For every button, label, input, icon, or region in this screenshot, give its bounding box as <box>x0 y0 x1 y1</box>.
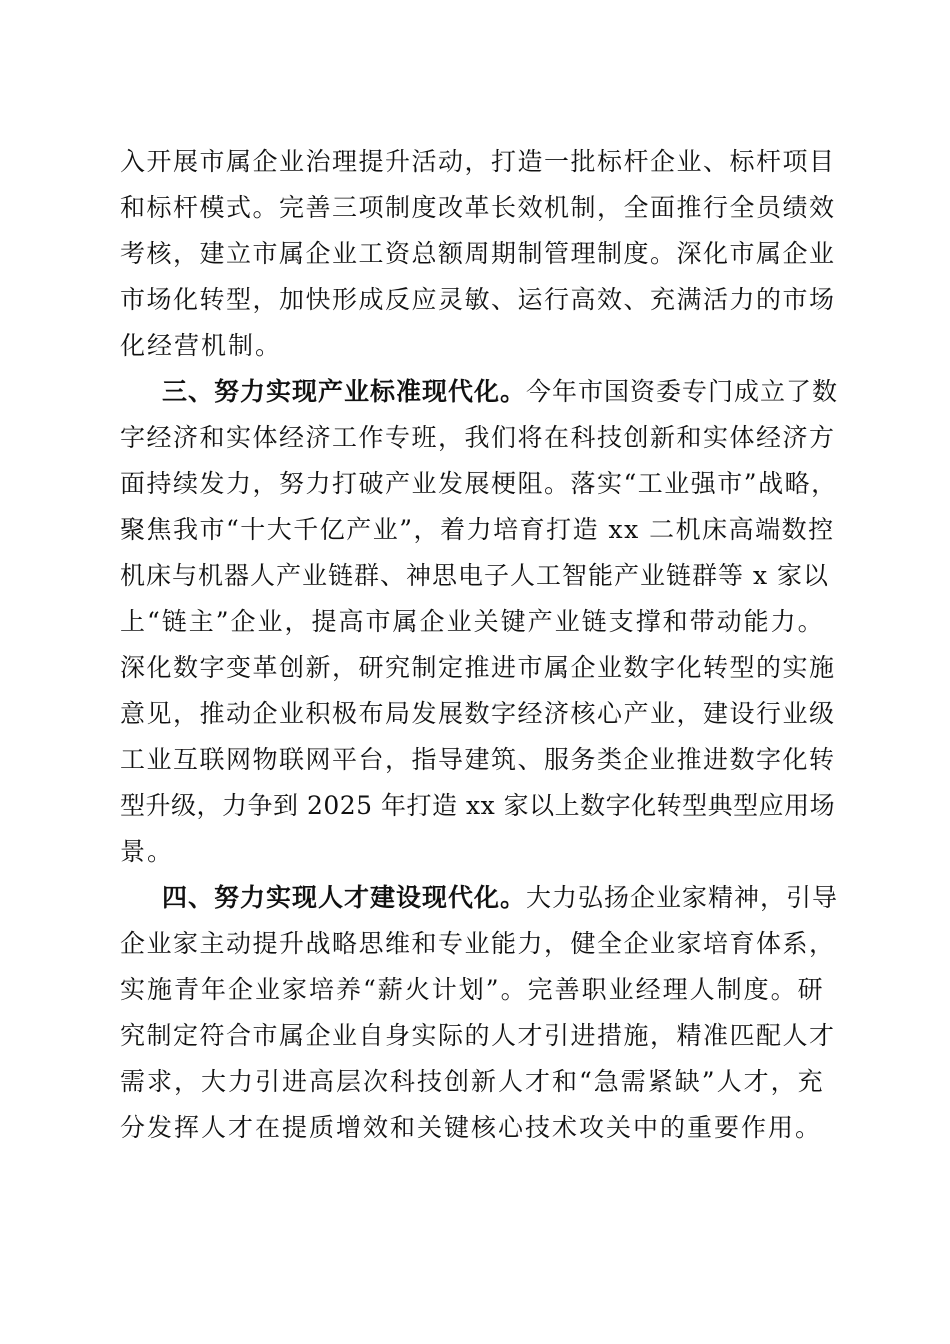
paragraph-1-line: 入开展市属企业治理提升活动，打造一批标杆企业、标杆项目 <box>120 147 836 176</box>
paragraph-2-line: 深化数字变革创新，研究制定推进市属企业数字化转型的实施 <box>120 653 836 682</box>
section-heading-talent: 四、努力实现人才建设现代化。 <box>162 883 527 912</box>
paragraph-3-line: 企业家主动提升战略思维和专业能力，健全企业家培育体系， <box>120 929 836 958</box>
paragraph-1-line: 市场化转型，加快形成反应灵敏、运行高效、充满活力的市场 <box>120 285 836 314</box>
paragraph-3-lead-text: 大力弘扬企业家精神，引导 <box>526 883 839 912</box>
paragraph-2-line: 机床与机器人产业链群、神思电子人工智能产业链群等 x 家以 <box>120 561 829 590</box>
paragraph-2-lead-text: 今年市国资委专门成立了数 <box>526 377 839 406</box>
paragraph-1-line: 和标杆模式。完善三项制度改革长效机制，全面推行全员绩效 <box>120 193 836 222</box>
paragraph-2-line: 面持续发力，努力打破产业发展梗阻。落实“工业强市”战略， <box>120 469 838 498</box>
paragraph-2-line: 意见，推动企业积极布局发展数字经济核心产业，建设行业级 <box>120 699 836 728</box>
section-heading-industry: 三、努力实现产业标准现代化。 <box>162 377 527 406</box>
paragraph-2-first-line <box>162 375 838 409</box>
paragraph-3-line: 需求，大力引进高层次科技创新人才和“急需紧缺”人才，充 <box>120 1067 825 1096</box>
paragraph-3-line: 分发挥人才在提质增效和关键核心技术攻关中的重要作用。 <box>120 1113 823 1142</box>
paragraph-2-line: 型升级，力争到 2025 年打造 xx 家以上数字化转型典型应用场 <box>120 791 836 820</box>
paragraph-2-line: 上“链主”企业，提高市属企业关键产业链支撑和带动能力。 <box>120 607 825 636</box>
paragraph-2-line: 工业互联网物联网平台，指导建筑、服务类企业推进数字化转 <box>120 745 836 774</box>
paragraph-2-line: 景。 <box>120 837 175 866</box>
paragraph-2-line: 字经济和实体经济工作专班，我们将在科技创新和实体经济方 <box>120 423 836 452</box>
paragraph-3-first-line <box>162 881 838 915</box>
paragraph-2-line: 聚焦我市“十大千亿产业”，着力培育打造 xx 二机床高端数控 <box>120 515 835 544</box>
paragraph-1-line: 考核，建立市属企业工资总额周期制管理制度。深化市属企业 <box>120 239 836 268</box>
paragraph-1-line: 化经营机制。 <box>120 331 283 360</box>
paragraph-3-line: 实施青年企业家培养“薪火计划”。完善职业经理人制度。研 <box>120 975 825 1004</box>
paragraph-3-line: 究制定符合市属企业自身实际的人才引进措施，精准匹配人才 <box>120 1021 836 1050</box>
